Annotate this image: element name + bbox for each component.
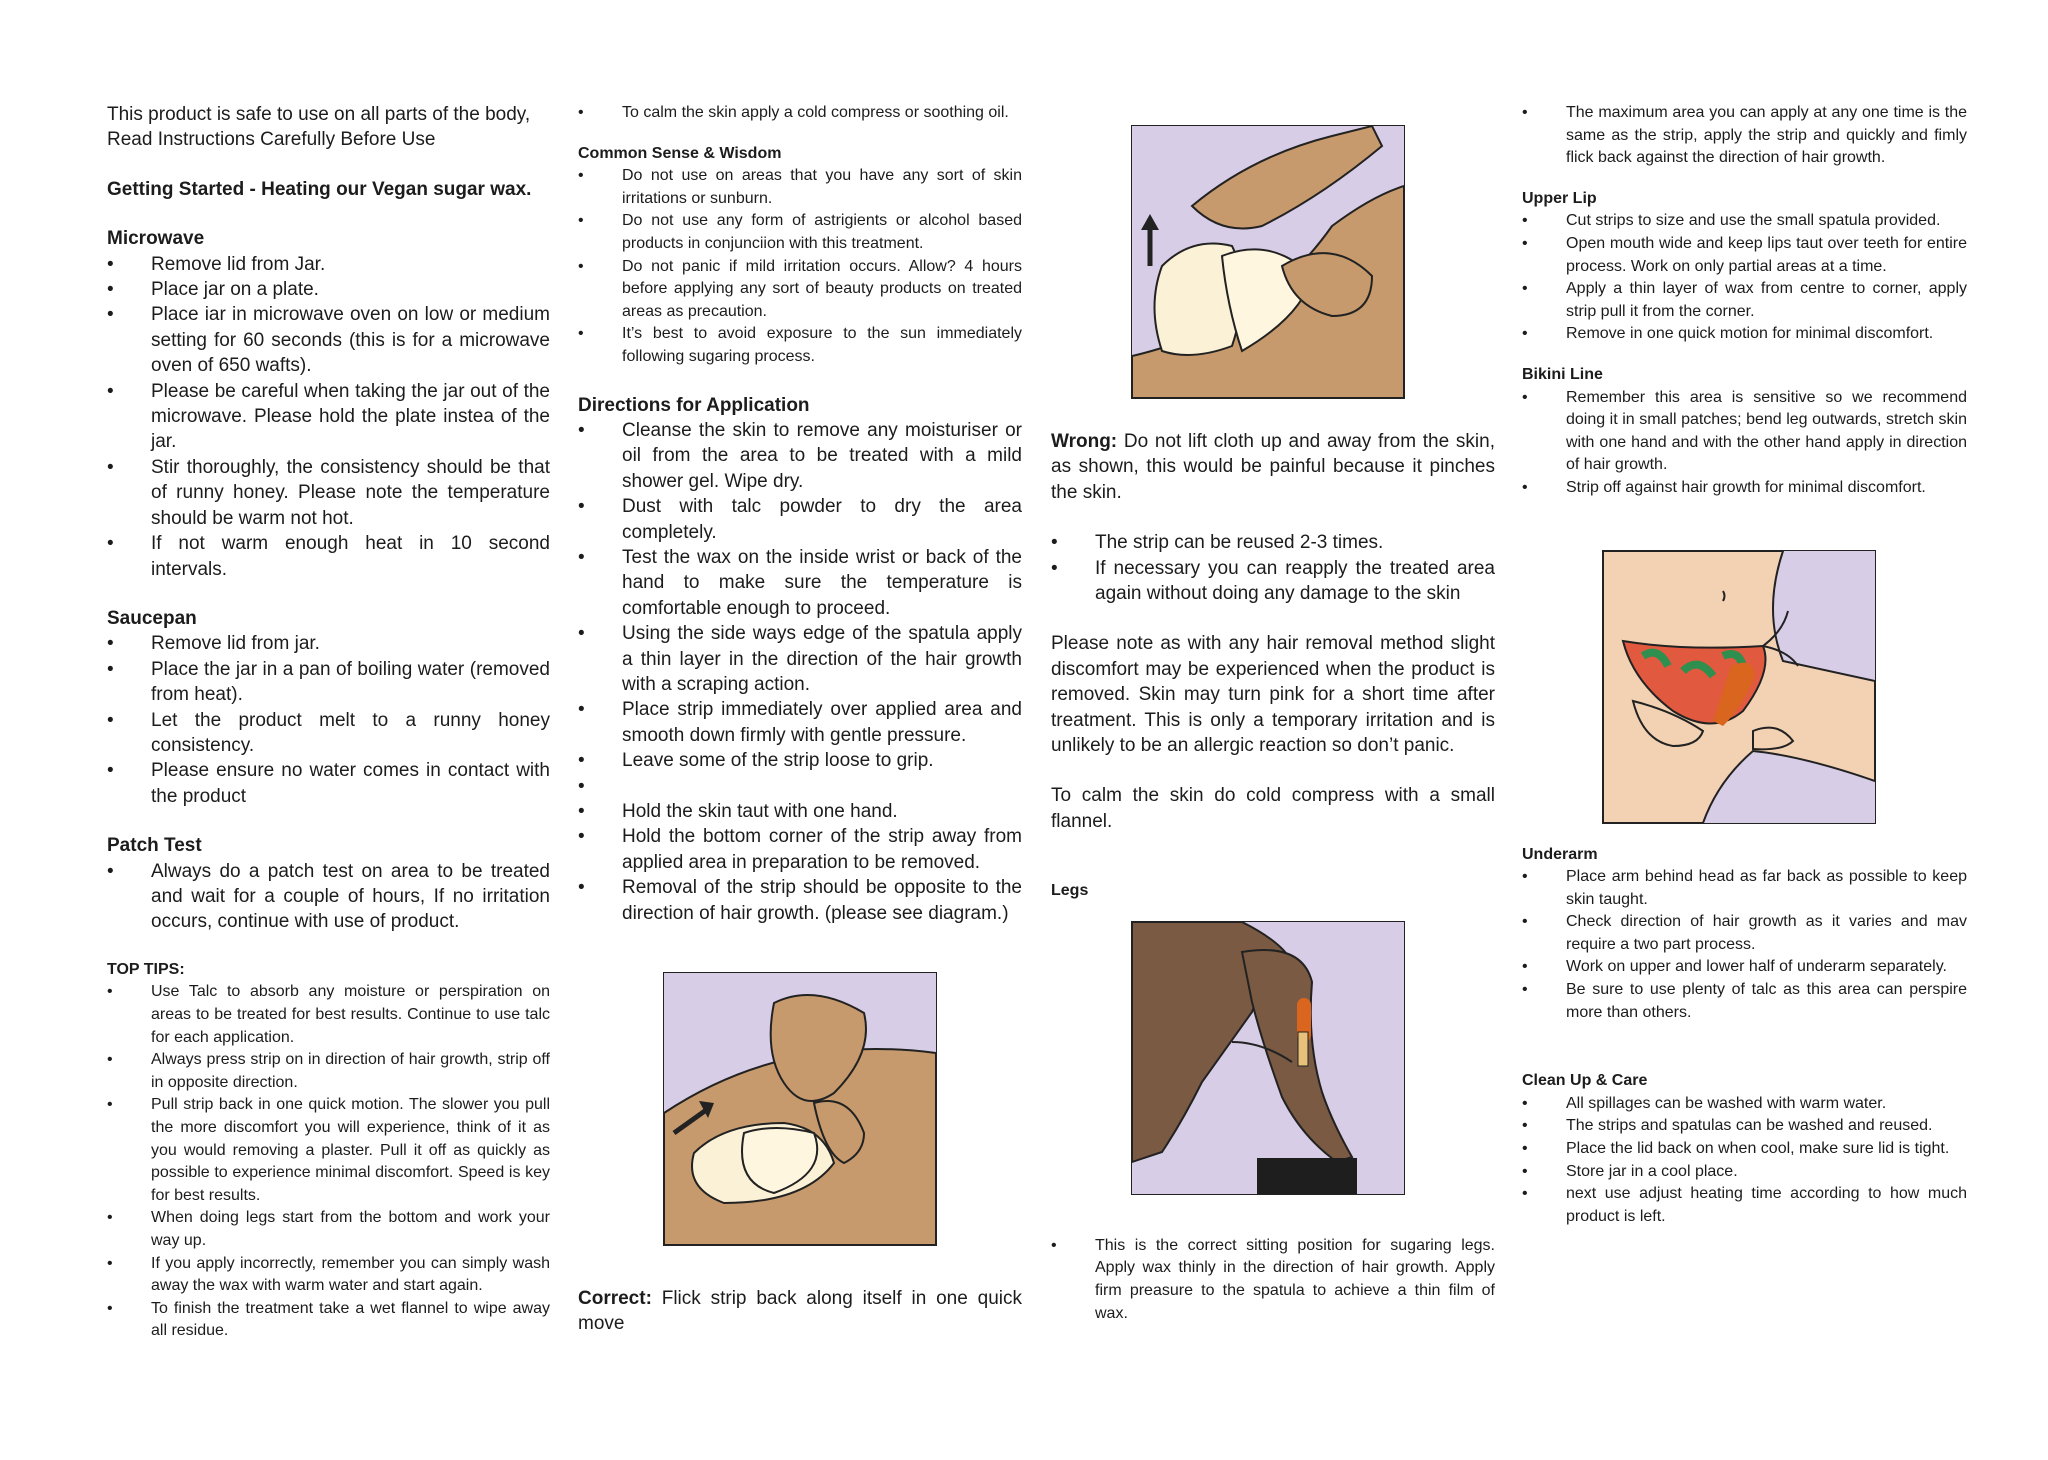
- list-item: • It’s best to avoid exposure to the sun immediately following sugaring process.: [578, 323, 1022, 368]
- column-3: [1051, 102, 1495, 1325]
- list-item: • Hold the skin taut with one hand.: [578, 799, 1022, 824]
- list-item: • If you apply incorrectly, remember you can simply wash away the wax with warm water and start again.: [107, 1253, 550, 1298]
- list-item: • Use Talc to absorb any moisture or perspiration on areas to be treated for best results. Continue to use talc for each application.: [107, 981, 550, 1049]
- top-tips-list: [107, 981, 550, 1343]
- list-item: • Pull strip back in one quick motion. The slower you pull the more discomfort you will experience, think of it as you would removing a plaster. Pull it off as quickly as possible to experience minimal discomfort. Speed is key for best results.: [107, 1094, 550, 1207]
- list-item: • To calm the skin apply a cold compress or soothing oil.: [578, 102, 1022, 125]
- underarm-list: [1522, 866, 1967, 1024]
- getting-started-heading: Getting Started - Heating our Vegan sugar wax.: [107, 178, 532, 200]
- column-2: [578, 102, 1022, 1337]
- list-item: • Always press strip on in direction of hair growth, strip off in opposite direction.: [107, 1049, 550, 1094]
- underarm-heading: Underarm: [1522, 845, 1598, 863]
- microwave-heading: Microwave: [107, 228, 205, 250]
- list-item: • If not warm enough heat in 10 second intervals.: [107, 531, 550, 582]
- intro-line-1: This product is safe to use on all parts of the body,: [107, 104, 531, 125]
- directions-heading: Directions for Application: [578, 394, 810, 416]
- patch-test-heading: Patch Test: [107, 835, 202, 857]
- list-item: • Do not use on areas that you have any sort of skin irritations or sunburn.: [578, 165, 1022, 210]
- top-tips-heading: TOP TIPS:: [107, 960, 185, 978]
- list-item: • The strips and spatulas can be washed and reused.: [1522, 1115, 1967, 1138]
- list-item: • Dust with talc powder to dry the area completely.: [578, 494, 1022, 545]
- cleanup-heading: Clean Up & Care: [1522, 1072, 1648, 1090]
- list-item: • Remember this area is sensitive so we recommend doing it in small patches; bend leg outwards, stretch skin with one hand and with the other hand apply in direction of hair growth.: [1522, 387, 1967, 477]
- list-item: • Place jar on a plate.: [107, 277, 550, 302]
- bikini-list: [1522, 387, 1967, 500]
- list-item: • Strip off against hair growth for minimal discomfort.: [1522, 477, 1967, 500]
- list-item: • next use adjust heating time according to how much product is left.: [1522, 1183, 1967, 1228]
- column-1: [107, 102, 550, 1343]
- list-item: • To finish the treatment take a wet flannel to wipe away all residue.: [107, 1298, 550, 1343]
- correct-text: Flick strip back along itself in one quick move: [578, 1288, 1022, 1335]
- list-item: • This is the correct sitting position for sugaring legs. Apply wax thinly in the direction of hair growth. Apply firm preasure to the spatula to achieve a thin film of wax.: [1051, 1235, 1495, 1325]
- legs-list: [1051, 1235, 1495, 1325]
- list-item: • Leave some of the strip loose to grip.: [578, 748, 1022, 773]
- list-item: • Place iar in microwave oven on low or medium setting for 60 seconds (this is for a microwave oven of 650 wafts).: [107, 302, 550, 378]
- list-item: • Removal of the strip should be opposite to the direction of hair growth. (please see diagram.): [578, 875, 1022, 926]
- list-item: • Store jar in a cool place.: [1522, 1161, 1967, 1184]
- bikini-heading: Bikini Line: [1522, 365, 1603, 383]
- patch-test-list: [107, 859, 550, 935]
- list-item: • Do not use any form of astrigients or alcohol based products in conjunciion with this treatment.: [578, 210, 1022, 255]
- wrong-text: Do not lift cloth up and away from the skin, as shown, this would be painful because it pinches the skin.: [1051, 431, 1495, 503]
- list-item: • The maximum area you can apply at any one time is the same as the strip, apply the strip and quickly and fimly flick back against the direction of hair growth.: [1522, 102, 1967, 170]
- correct-label: Correct:: [578, 1288, 652, 1310]
- upper-lip-heading: Upper Lip: [1522, 189, 1597, 207]
- correct-caption: [578, 1286, 1022, 1337]
- max-area-list: [1522, 102, 1967, 170]
- list-item: • Stir thoroughly, the consistency should be that of runny honey. Please note the temperature should be warm not hot.: [107, 455, 550, 531]
- list-item: • Test the wax on the inside wrist or back of the hand to make sure the temperature is comfortable enough to proceed.: [578, 545, 1022, 621]
- wrong-technique-illustration: [1131, 125, 1405, 399]
- list-item: • Be sure to use plenty of talc as this area can perspire more than others.: [1522, 979, 1967, 1024]
- list-item: • Open mouth wide and keep lips taut over teeth for entire process. Work on only partial areas at a time.: [1522, 233, 1967, 278]
- list-item: • When doing legs start from the bottom and work your way up.: [107, 1207, 550, 1252]
- wrong-caption: [1051, 429, 1495, 505]
- please-note-text: Please note as with any hair removal method slight discomfort may be experienced when the product is removed. Skin may turn pink for a short time after treatment. This is only a temporary irritation and is unlikely to be an allergic reaction so don’t panic.: [1051, 633, 1495, 757]
- list-item: • Hold the bottom corner of the strip away from applied area in preparation to be removed.: [578, 824, 1022, 875]
- list-item: • If necessary you can reapply the treated area again without doing any damage to the skin: [1051, 556, 1495, 607]
- list-item: • Always do a patch test on area to be treated and wait for a couple of hours, If no irritation occurs, continue with use of product.: [107, 859, 550, 935]
- list-item: • Place the lid back on when cool, make sure lid is tight.: [1522, 1138, 1967, 1161]
- list-item: • Remove lid from jar.: [107, 631, 550, 656]
- list-item: • Let the product melt to a runny honey consistency.: [107, 708, 550, 759]
- list-item: • All spillages can be washed with warm water.: [1522, 1093, 1967, 1116]
- list-item: • Apply a thin layer of wax from centre to corner, apply strip pull it from the corner.: [1522, 278, 1967, 323]
- calm-note-text: To calm the skin do cold compress with a small flannel.: [1051, 785, 1495, 832]
- list-item: • Work on upper and lower half of underarm separately.: [1522, 956, 1967, 979]
- saucepan-heading: Saucepan: [107, 607, 197, 629]
- microwave-list: [107, 252, 550, 582]
- intro-line-2: Read Instructions Carefully Before Use: [107, 129, 436, 151]
- saucepan-list: [107, 631, 550, 809]
- list-item: [578, 774, 1022, 799]
- upper-lip-list: [1522, 210, 1967, 346]
- list-item: • Place arm behind head as far back as possible to keep skin taught.: [1522, 866, 1967, 911]
- legs-heading: Legs: [1051, 882, 1089, 900]
- reuse-list: [1051, 530, 1495, 606]
- list-item: • Check direction of hair growth as it varies and mav require a two part process.: [1522, 911, 1967, 956]
- list-item: • Do not panic if mild irritation occurs. Allow? 4 hours before applying any sort of beauty products on treated areas as precaution.: [578, 256, 1022, 324]
- list-item: • The strip can be reused 2-3 times.: [1051, 530, 1495, 555]
- bikini-line-illustration: [1602, 550, 1876, 824]
- correct-technique-illustration: [663, 972, 937, 1246]
- list-item: • Place the jar in a pan of boiling water (removed from heat).: [107, 657, 550, 708]
- list-item: • Using the side ways edge of the spatula apply a thin layer in the direction of the hair growth with a scraping action.: [578, 621, 1022, 697]
- common-sense-heading: Common Sense & Wisdom: [578, 144, 782, 162]
- list-item: • Place strip immediately over applied area and smooth down firmly with gentle pressure.: [578, 697, 1022, 748]
- wrong-label: Wrong:: [1051, 431, 1118, 452]
- cleanup-list: [1522, 1093, 1967, 1229]
- list-item: • Cleanse the skin to remove any moisturiser or oil from the area to be treated with a mild shower gel. Wipe dry.: [578, 418, 1022, 494]
- list-item: • Cut strips to size and use the small spatula provided.: [1522, 210, 1967, 233]
- list-item: • Remove lid from Jar.: [107, 252, 550, 277]
- column-4: [1522, 102, 1967, 1228]
- legs-illustration: [1131, 921, 1405, 1195]
- list-item: • Please be careful when taking the jar out of the microwave. Please hold the plate instea of the jar.: [107, 379, 550, 455]
- list-item: • Remove in one quick motion for minimal discomfort.: [1522, 323, 1967, 346]
- list-item: • Please ensure no water comes in contact with the product: [107, 758, 550, 809]
- common-sense-list: [578, 165, 1022, 368]
- directions-list: [578, 418, 1022, 926]
- calm-tip-list: [578, 102, 1022, 125]
